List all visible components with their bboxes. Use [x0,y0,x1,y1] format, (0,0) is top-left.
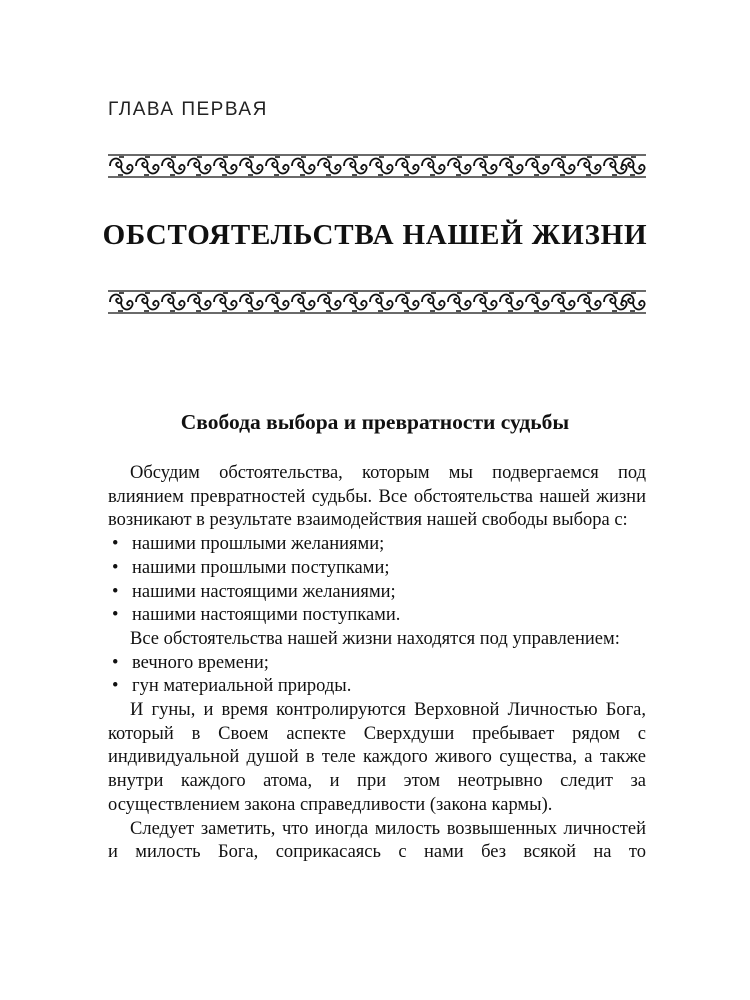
bullet-icon: • [112,605,119,626]
list-item [108,533,646,557]
ornament-border-icon [108,153,646,179]
list-item [108,675,646,699]
list-item [108,604,646,628]
list-item [108,557,646,581]
list-item-text: нашими настоящими желаниями; [132,581,396,602]
list-item [108,652,646,676]
body-text [108,462,646,865]
list-item-text: вечного времени; [132,652,269,673]
chapter-label: ГЛАВА ПЕРВАЯ [108,99,268,120]
paragraph: Все обстоятельства нашей жизни находятся под управлением: [130,628,620,649]
paragraph: Обсудим обстоятельства, которым мы подвергаемся под влиянием превратностей судьбы. Все обстоятельства нашей жизни возникают в результате взаимодействия нашей свободы выбора с: [108,463,646,531]
list-item-text: нашими прошлыми поступками; [132,557,390,578]
bullet-list [108,533,646,628]
bullet-list [108,652,646,699]
bullet-icon: • [112,652,119,673]
chapter-title: ОБСТОЯТЕЛЬСТВА НАШЕЙ ЖИЗНИ [102,219,648,251]
bullet-icon: • [112,581,119,602]
bullet-icon: • [112,557,119,578]
list-item-text: гун материальной природы. [132,676,352,697]
list-item [108,581,646,605]
section-heading: Свобода выбора и превратности судьбы [180,410,570,434]
list-item-text: нашими прошлыми желаниями; [132,534,385,555]
ornament-border-icon [108,289,646,315]
bullet-icon: • [112,676,119,697]
paragraph: И гуны, и время контролируются Верховной Личностью Бога, который в Своем аспекте Сверхдуши пребывает рядом с индивидуальной душой в теле каждого живого существа, а также внутри каждого атома, и при этом неотрывно следит за осуществлением закона справедливости (закона кармы). [108,700,646,815]
paragraph: Следует заметить, что иногда милость возвышенных личностей и милость Бога, соприкасаясь с нами без всякой на то [108,818,646,863]
bullet-icon: • [112,534,119,555]
list-item-text: нашими настоящими поступками. [132,605,401,626]
